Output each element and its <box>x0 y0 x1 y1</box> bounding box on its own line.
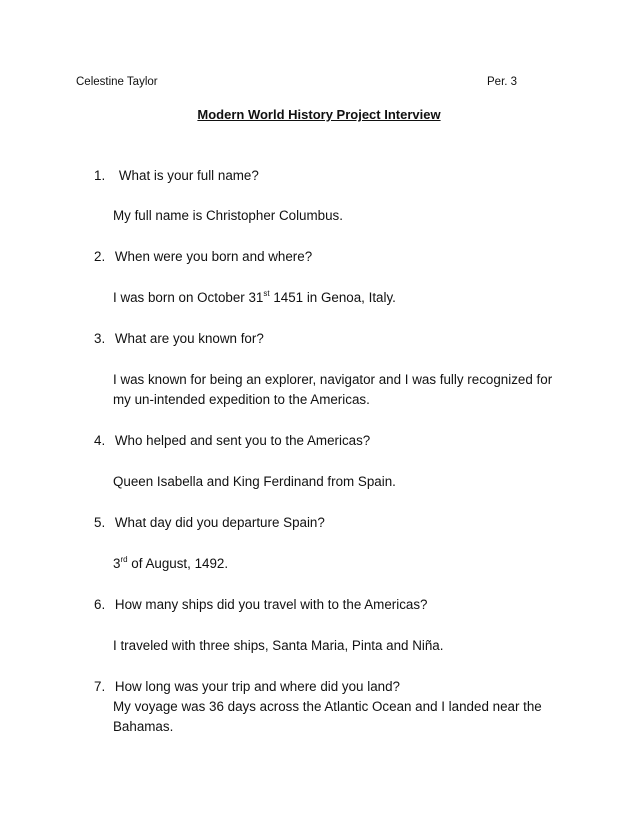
question-2 <box>94 247 312 267</box>
question-1 <box>94 166 259 186</box>
answer-text: I was born on October 31 <box>113 290 264 305</box>
question-number: 1. <box>94 168 106 183</box>
question-number: 2. <box>94 249 106 264</box>
question-text: When were you born and where? <box>114 249 313 264</box>
answer-6: I traveled with three ships, Santa Maria, Pinta and Niña. <box>113 638 444 653</box>
answer-2 <box>113 288 396 308</box>
question-number: 5. <box>94 515 106 530</box>
page-title: Modern World History Project Interview <box>197 107 441 122</box>
question-7 <box>94 677 400 697</box>
answer-1: My full name is Christopher Columbus. <box>113 208 343 223</box>
answer-7-line-1: My voyage was 36 days across the Atlantic Ocean and I landed near the <box>113 699 542 714</box>
answer-3-line-1: I was known for being an explorer, navigator and I was fully recognized for <box>113 372 553 387</box>
question-number: 3. <box>94 331 106 346</box>
question-text: Who helped and sent you to the Americas? <box>114 433 371 448</box>
answer-5 <box>113 554 228 574</box>
answer-text: 3 <box>113 556 121 571</box>
question-number: 7. <box>94 679 106 694</box>
question-text: How long was your trip and where did you land? <box>114 679 400 694</box>
ordinal-suffix: st <box>263 289 270 298</box>
question-5 <box>94 513 325 533</box>
question-text: What day did you departure Spain? <box>114 515 325 530</box>
answer-3-line-2: my un-intended expedition to the Americas. <box>113 392 370 407</box>
author-name: Celestine Taylor <box>76 76 158 88</box>
question-text: How many ships did you travel with to the Americas? <box>114 597 428 612</box>
class-period: Per. 3 <box>487 76 518 88</box>
question-3 <box>94 329 264 349</box>
answer-text-cont: of August, 1492. <box>127 556 229 571</box>
answer-7-line-2: Bahamas. <box>113 719 174 734</box>
answer-text-cont: 1451 in Genoa, Italy. <box>269 290 396 305</box>
question-text: What is your full name? <box>118 168 259 183</box>
question-number: 6. <box>94 597 106 612</box>
question-6 <box>94 595 428 615</box>
answer-4: Queen Isabella and King Ferdinand from Spain. <box>113 474 396 489</box>
ordinal-suffix: rd <box>120 555 128 564</box>
question-number: 4. <box>94 433 106 448</box>
question-4 <box>94 431 370 451</box>
question-text: What are you known for? <box>114 331 264 346</box>
